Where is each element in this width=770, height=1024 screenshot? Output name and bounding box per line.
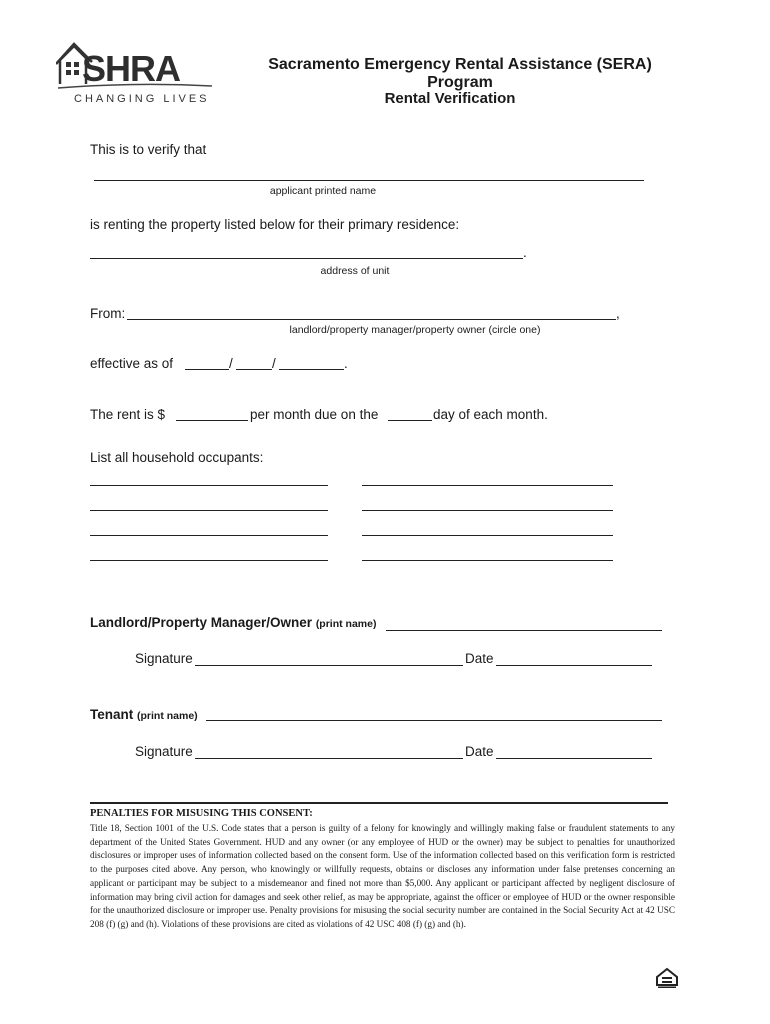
landlord-sign-label: [90, 615, 376, 630]
tenant-signature-line[interactable]: [195, 758, 463, 759]
tenant-print-name-line[interactable]: [206, 720, 662, 721]
occupant-line-left[interactable]: [90, 510, 328, 511]
rent-end-text: day of each month.: [433, 407, 548, 422]
landlord-comma: ,: [616, 306, 620, 321]
penalties-heading: PENALTIES FOR MISUSING THIS CONSENT:: [90, 808, 313, 819]
equal-housing-opportunity-icon: [654, 967, 680, 989]
landlord-label: Landlord/Property Manager/Owner: [90, 615, 313, 630]
penalties-text: Title 18, Section 1001 of the U.S. Code states that a person is guilty of a felony for knowingly and willingly making false or fraudulent statements to any department of the United States Government. HUD and any owner (or any employee of HUD or the owner) may be subject to penalties for unauthorized disclosures or improper uses of information collected based on the consent form. Use of the information collected based on this verification form is restricted to the purposes cited above. Any person, who knowingly or willfully requests, obtains or discloses any information under false pretenses concerning an applicant or participant may be subject to a misdemeanor and fined not more than $5,000. Any applicant or participant affected by negligent disclosure of information may bring civil action for damages and seek other relief, as may be appropriate, against the officer or employee of HUD or the owner responsible for the unauthorized disclosure or improper use. Penalty provisions for misusing the social security number are contained in the Social Security Act at 42 USC 208 (f) (g) and (h). Violations of these provisions are cited as violations of 42 USC 408 (f) (g) and (h).: [90, 823, 675, 929]
date-slash-1: /: [229, 356, 233, 371]
occupant-line-right[interactable]: [362, 485, 613, 486]
effective-day-line[interactable]: [236, 369, 272, 370]
effective-label: effective as of: [90, 356, 174, 371]
logo-swoosh: [56, 82, 216, 92]
occupant-line-right[interactable]: [362, 535, 613, 536]
occupant-line-left[interactable]: [90, 485, 328, 486]
tenant-date-line[interactable]: [496, 758, 652, 759]
landlord-print-name-line[interactable]: [386, 630, 662, 631]
address-line[interactable]: [90, 258, 523, 259]
landlord-caption: landlord/property manager/property owner (circle one): [289, 324, 541, 336]
address-period: .: [523, 245, 527, 260]
occupants-label: List all household occupants:: [90, 450, 264, 465]
rent-amount-line[interactable]: [176, 420, 248, 421]
occupant-line-left[interactable]: [90, 560, 328, 561]
effective-year-line[interactable]: [279, 369, 344, 370]
penalties-divider: [90, 802, 668, 804]
effective-period: .: [344, 356, 348, 371]
tenant-label: Tenant: [90, 707, 134, 722]
effective-month-line[interactable]: [185, 369, 229, 370]
rent-label: The rent is $: [90, 407, 166, 422]
logo-wordmark: SHRA: [82, 48, 181, 89]
shra-logo: [56, 40, 216, 110]
tenant-date-label: Date: [465, 744, 494, 759]
occupant-line-left[interactable]: [90, 535, 328, 536]
landlord-signature-label: Signature: [135, 651, 193, 666]
tenant-signature-label: Signature: [135, 744, 193, 759]
page-subtitle: Rental Verification: [384, 90, 516, 107]
tenant-print-name-hint: (print name): [137, 710, 198, 722]
verify-intro: This is to verify that: [90, 142, 207, 157]
occupant-line-right[interactable]: [362, 510, 613, 511]
page-title: Sacramento Emergency Rental Assistance (SERA) Program: [268, 56, 652, 91]
landlord-print-name-hint: (print name): [315, 618, 377, 630]
tenant-sign-label: [90, 707, 198, 722]
rent-mid-text: per month due on the: [250, 407, 379, 422]
logo-tagline: CHANGING LIVES: [74, 93, 210, 105]
landlord-date-label: Date: [465, 651, 494, 666]
landlord-line[interactable]: [127, 319, 616, 320]
rent-due-day-line[interactable]: [388, 420, 432, 421]
address-caption: address of unit: [320, 265, 390, 277]
applicant-name-line[interactable]: [94, 180, 644, 181]
landlord-date-line[interactable]: [496, 665, 652, 666]
landlord-signature-line[interactable]: [195, 665, 463, 666]
renting-statement: is renting the property listed below for their primary residence:: [90, 217, 460, 232]
applicant-caption: applicant printed name: [269, 185, 377, 197]
from-label: From:: [90, 306, 126, 321]
date-slash-2: /: [272, 356, 276, 371]
occupant-line-right[interactable]: [362, 560, 613, 561]
